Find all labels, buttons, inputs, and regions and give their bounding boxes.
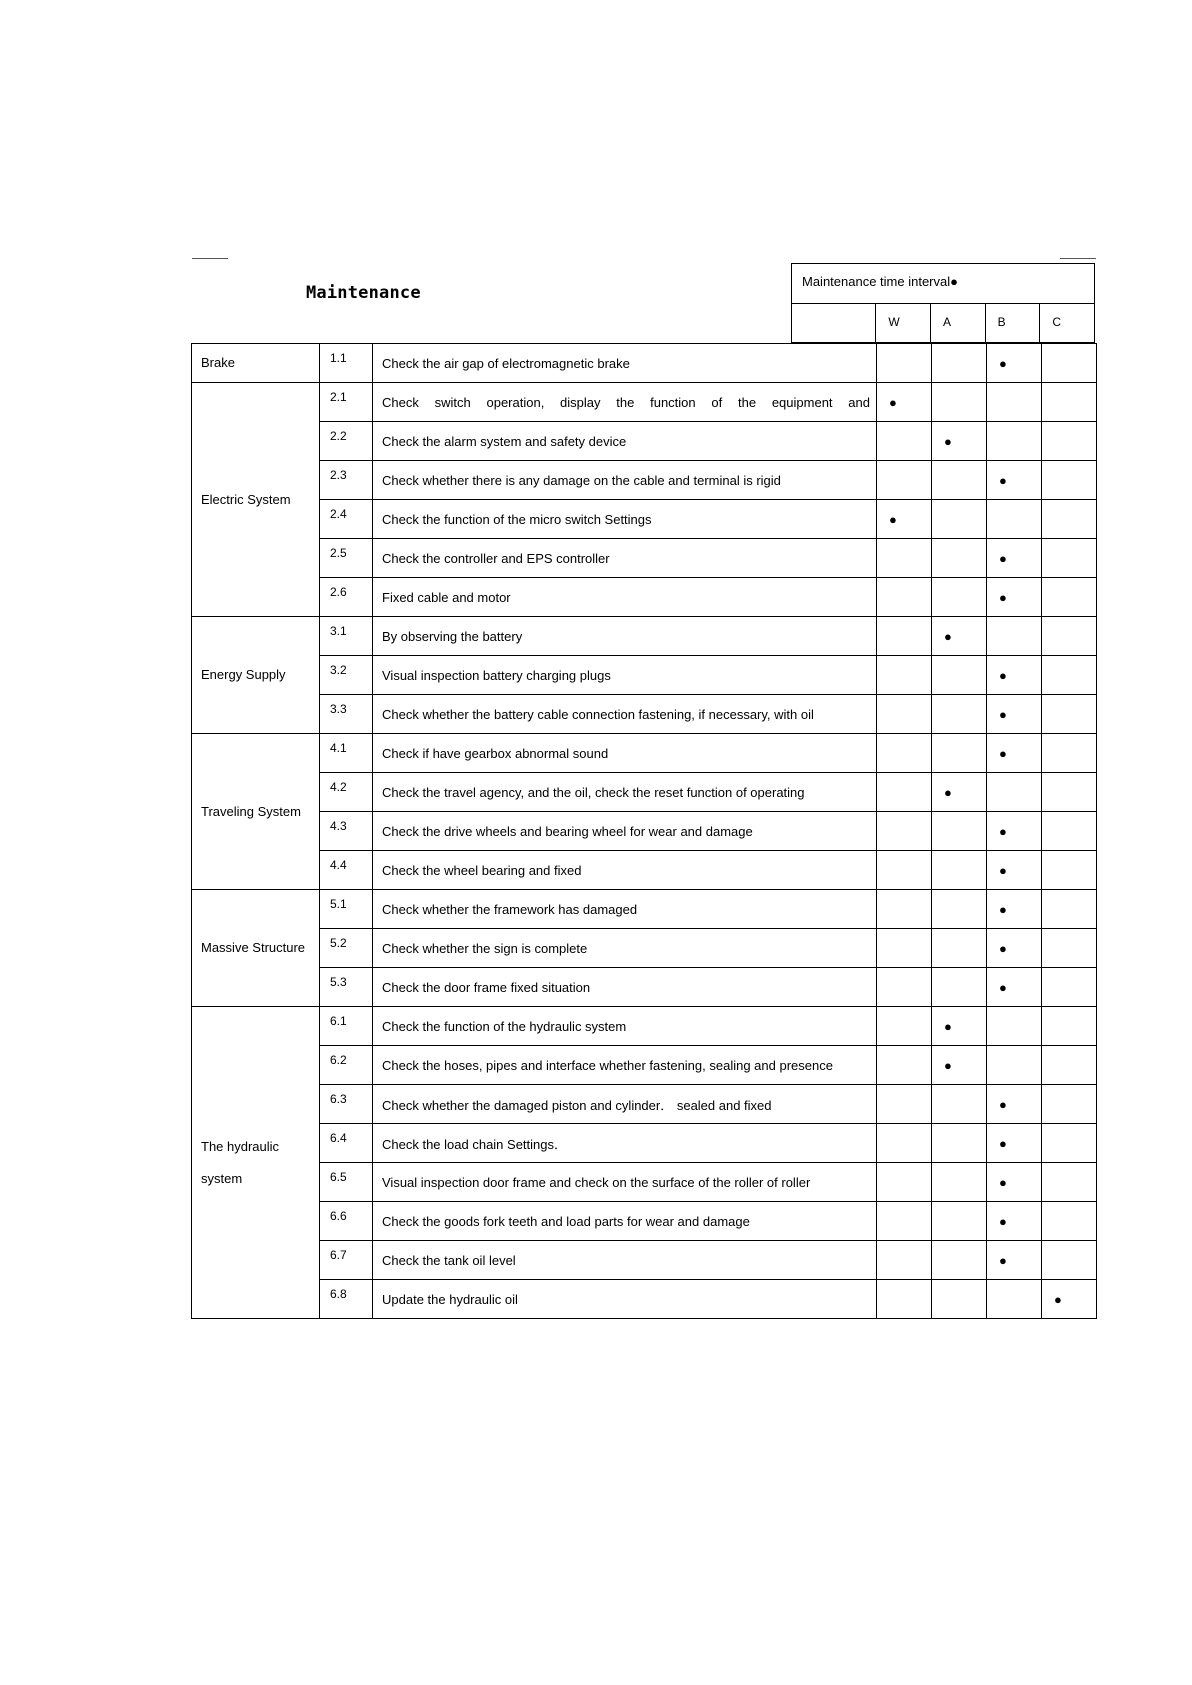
interval-cell-a bbox=[932, 578, 987, 617]
item-number: 2.1 bbox=[320, 383, 373, 422]
group-name: Traveling System bbox=[192, 734, 320, 890]
group-name: Massive Structure bbox=[192, 890, 320, 1007]
interval-cell-w bbox=[877, 929, 932, 968]
interval-cell-c bbox=[1042, 656, 1097, 695]
interval-cell-b: ● bbox=[987, 812, 1042, 851]
group-name: The hydraulic system bbox=[192, 1007, 320, 1319]
table-row bbox=[192, 656, 1097, 695]
item-description: Check the hoses, pipes and interface whether fastening, sealing and presence bbox=[373, 1046, 877, 1085]
item-description: Check the function of the micro switch Settings bbox=[373, 500, 877, 539]
item-description: Check whether the damaged piston and cylinder． sealed and fixed bbox=[373, 1085, 877, 1124]
interval-cell-a bbox=[932, 344, 987, 383]
interval-cell-c bbox=[1042, 461, 1097, 500]
item-number: 4.1 bbox=[320, 734, 373, 773]
item-description: Check the goods fork teeth and load parts for wear and damage bbox=[373, 1202, 877, 1241]
interval-cell-b: ● bbox=[987, 1163, 1042, 1202]
interval-cell-a: ● bbox=[932, 1046, 987, 1085]
page-title: Maintenance bbox=[306, 283, 421, 303]
interval-cell-c bbox=[1042, 1007, 1097, 1046]
table-row bbox=[192, 344, 1097, 383]
interval-cell-w bbox=[877, 812, 932, 851]
interval-cell-c: ● bbox=[1042, 1280, 1097, 1319]
table-row bbox=[192, 1124, 1097, 1163]
item-number: 2.5 bbox=[320, 539, 373, 578]
interval-cell-a bbox=[932, 656, 987, 695]
interval-cell-w bbox=[877, 1085, 932, 1124]
item-description: Check if have gearbox abnormal sound bbox=[373, 734, 877, 773]
interval-cell-a bbox=[932, 851, 987, 890]
interval-header-spacer bbox=[792, 304, 875, 343]
item-description: Check the alarm system and safety device bbox=[373, 422, 877, 461]
item-number: 6.1 bbox=[320, 1007, 373, 1046]
interval-cell-w bbox=[877, 539, 932, 578]
interval-cell-a bbox=[932, 539, 987, 578]
table-row bbox=[192, 851, 1097, 890]
interval-cell-b: ● bbox=[987, 1085, 1042, 1124]
interval-cell-b bbox=[987, 617, 1042, 656]
group-name: Energy Supply bbox=[192, 617, 320, 734]
interval-cell-c bbox=[1042, 1124, 1097, 1163]
interval-cell-w bbox=[877, 344, 932, 383]
interval-cell-a bbox=[932, 890, 987, 929]
interval-cell-b bbox=[987, 1007, 1042, 1046]
table-row bbox=[192, 890, 1097, 929]
interval-cell-a bbox=[932, 812, 987, 851]
table-row bbox=[192, 578, 1097, 617]
interval-cell-c bbox=[1042, 812, 1097, 851]
interval-cell-w bbox=[877, 1241, 932, 1280]
item-description: Visual inspection door frame and check on the surface of the roller of roller bbox=[373, 1163, 877, 1202]
interval-cell-a: ● bbox=[932, 1007, 987, 1046]
item-number: 2.4 bbox=[320, 500, 373, 539]
interval-column-headers bbox=[792, 304, 1094, 343]
interval-cell-b: ● bbox=[987, 1202, 1042, 1241]
interval-header-label: Maintenance time interval● bbox=[792, 264, 1094, 304]
table-row bbox=[192, 1202, 1097, 1241]
item-description: Check the door frame fixed situation bbox=[373, 968, 877, 1007]
interval-cell-b bbox=[987, 383, 1042, 422]
interval-cell-a bbox=[932, 1280, 987, 1319]
maintenance-table-body bbox=[192, 344, 1097, 1319]
interval-cell-c bbox=[1042, 773, 1097, 812]
interval-cell-w bbox=[877, 461, 932, 500]
interval-cell-b: ● bbox=[987, 539, 1042, 578]
interval-cell-b: ● bbox=[987, 890, 1042, 929]
group-name: Brake bbox=[192, 344, 320, 383]
interval-cell-w bbox=[877, 695, 932, 734]
interval-cell-c bbox=[1042, 695, 1097, 734]
interval-cell-c bbox=[1042, 422, 1097, 461]
interval-header-box bbox=[791, 263, 1095, 343]
item-description: Update the hydraulic oil bbox=[373, 1280, 877, 1319]
table-row bbox=[192, 500, 1097, 539]
interval-cell-b: ● bbox=[987, 968, 1042, 1007]
item-number: 6.4 bbox=[320, 1124, 373, 1163]
item-description: Check whether the sign is complete bbox=[373, 929, 877, 968]
interval-cell-w bbox=[877, 851, 932, 890]
interval-cell-b: ● bbox=[987, 344, 1042, 383]
interval-cell-b: ● bbox=[987, 695, 1042, 734]
interval-cell-a: ● bbox=[932, 422, 987, 461]
item-number: 3.2 bbox=[320, 656, 373, 695]
interval-cell-b: ● bbox=[987, 929, 1042, 968]
maintenance-table bbox=[191, 343, 1097, 1319]
item-number: 2.3 bbox=[320, 461, 373, 500]
interval-cell-w: ● bbox=[877, 383, 932, 422]
table-row bbox=[192, 773, 1097, 812]
interval-cell-w bbox=[877, 617, 932, 656]
interval-cell-w bbox=[877, 578, 932, 617]
interval-cell-w bbox=[877, 1124, 932, 1163]
interval-cell-b: ● bbox=[987, 578, 1042, 617]
interval-cell-w bbox=[877, 1163, 932, 1202]
table-row bbox=[192, 812, 1097, 851]
interval-cell-b bbox=[987, 422, 1042, 461]
item-description: Check switch operation, display the function of the equipment and bbox=[373, 383, 877, 422]
interval-cell-b bbox=[987, 1280, 1042, 1319]
interval-cell-w bbox=[877, 1046, 932, 1085]
interval-cell-a bbox=[932, 1202, 987, 1241]
table-row bbox=[192, 1007, 1097, 1046]
interval-cell-c bbox=[1042, 929, 1097, 968]
interval-cell-a bbox=[932, 929, 987, 968]
item-description: Fixed cable and motor bbox=[373, 578, 877, 617]
interval-cell-a bbox=[932, 1124, 987, 1163]
table-row bbox=[192, 461, 1097, 500]
item-number: 6.8 bbox=[320, 1280, 373, 1319]
item-description: Check the function of the hydraulic system bbox=[373, 1007, 877, 1046]
interval-cell-c bbox=[1042, 578, 1097, 617]
interval-cell-w bbox=[877, 890, 932, 929]
interval-cell-c bbox=[1042, 344, 1097, 383]
item-description: Check the tank oil level bbox=[373, 1241, 877, 1280]
interval-cell-w bbox=[877, 1280, 932, 1319]
item-number: 4.3 bbox=[320, 812, 373, 851]
item-description: Check the wheel bearing and fixed bbox=[373, 851, 877, 890]
corner-mark-right bbox=[1060, 258, 1096, 259]
interval-cell-c bbox=[1042, 539, 1097, 578]
interval-cell-b bbox=[987, 500, 1042, 539]
item-description: Check the air gap of electromagnetic brake bbox=[373, 344, 877, 383]
interval-cell-c bbox=[1042, 1163, 1097, 1202]
item-number: 1.1 bbox=[320, 344, 373, 383]
table-row bbox=[192, 968, 1097, 1007]
interval-cell-a bbox=[932, 1163, 987, 1202]
item-description: Check the load chain Settings． bbox=[373, 1124, 877, 1163]
interval-cell-c bbox=[1042, 1085, 1097, 1124]
item-number: 2.2 bbox=[320, 422, 373, 461]
item-number: 4.4 bbox=[320, 851, 373, 890]
table-row bbox=[192, 1046, 1097, 1085]
item-number: 5.2 bbox=[320, 929, 373, 968]
interval-cell-b: ● bbox=[987, 851, 1042, 890]
item-description: Check the travel agency, and the oil, check the reset function of operating bbox=[373, 773, 877, 812]
interval-cell-c bbox=[1042, 500, 1097, 539]
interval-cell-w bbox=[877, 734, 932, 773]
interval-cell-c bbox=[1042, 1202, 1097, 1241]
table-row bbox=[192, 929, 1097, 968]
interval-cell-b: ● bbox=[987, 656, 1042, 695]
interval-cell-c bbox=[1042, 383, 1097, 422]
item-number: 5.1 bbox=[320, 890, 373, 929]
interval-cell-a: ● bbox=[932, 617, 987, 656]
interval-cell-w: ● bbox=[877, 500, 932, 539]
item-number: 6.5 bbox=[320, 1163, 373, 1202]
interval-col-a: A bbox=[930, 304, 985, 343]
table-row bbox=[192, 1280, 1097, 1319]
item-number: 3.1 bbox=[320, 617, 373, 656]
interval-cell-b bbox=[987, 773, 1042, 812]
item-number: 6.2 bbox=[320, 1046, 373, 1085]
interval-cell-a bbox=[932, 383, 987, 422]
item-description: Check the controller and EPS controller bbox=[373, 539, 877, 578]
table-row bbox=[192, 1085, 1097, 1124]
item-description: Check whether the framework has damaged bbox=[373, 890, 877, 929]
corner-mark-left bbox=[192, 258, 228, 259]
item-description: Visual inspection battery charging plugs bbox=[373, 656, 877, 695]
interval-col-b: B bbox=[985, 304, 1040, 343]
interval-col-c: C bbox=[1039, 304, 1094, 343]
interval-cell-b bbox=[987, 1046, 1042, 1085]
item-number: 2.6 bbox=[320, 578, 373, 617]
item-number: 4.2 bbox=[320, 773, 373, 812]
item-description: Check the drive wheels and bearing wheel for wear and damage bbox=[373, 812, 877, 851]
item-description: Check whether the battery cable connection fastening, if necessary, with oil bbox=[373, 695, 877, 734]
interval-cell-c bbox=[1042, 968, 1097, 1007]
interval-cell-a bbox=[932, 500, 987, 539]
interval-cell-a bbox=[932, 1085, 987, 1124]
interval-cell-a: ● bbox=[932, 773, 987, 812]
interval-cell-c bbox=[1042, 617, 1097, 656]
interval-cell-b: ● bbox=[987, 1241, 1042, 1280]
item-number: 6.3 bbox=[320, 1085, 373, 1124]
table-row bbox=[192, 617, 1097, 656]
interval-cell-w bbox=[877, 656, 932, 695]
interval-cell-b: ● bbox=[987, 734, 1042, 773]
interval-cell-c bbox=[1042, 890, 1097, 929]
interval-cell-b: ● bbox=[987, 1124, 1042, 1163]
interval-cell-c bbox=[1042, 1046, 1097, 1085]
interval-cell-c bbox=[1042, 851, 1097, 890]
group-name: Electric System bbox=[192, 383, 320, 617]
interval-cell-w bbox=[877, 422, 932, 461]
item-number: 6.6 bbox=[320, 1202, 373, 1241]
interval-col-w: W bbox=[875, 304, 930, 343]
table-row bbox=[192, 422, 1097, 461]
interval-cell-a bbox=[932, 461, 987, 500]
item-number: 3.3 bbox=[320, 695, 373, 734]
table-row bbox=[192, 695, 1097, 734]
interval-cell-w bbox=[877, 968, 932, 1007]
item-description: By observing the battery bbox=[373, 617, 877, 656]
item-number: 6.7 bbox=[320, 1241, 373, 1280]
interval-cell-c bbox=[1042, 734, 1097, 773]
interval-cell-w bbox=[877, 1007, 932, 1046]
interval-cell-a bbox=[932, 734, 987, 773]
item-description: Check whether there is any damage on the cable and terminal is rigid bbox=[373, 461, 877, 500]
interval-cell-c bbox=[1042, 1241, 1097, 1280]
table-row bbox=[192, 383, 1097, 422]
table-row bbox=[192, 734, 1097, 773]
interval-cell-w bbox=[877, 773, 932, 812]
table-row bbox=[192, 1163, 1097, 1202]
interval-cell-a bbox=[932, 968, 987, 1007]
item-number: 5.3 bbox=[320, 968, 373, 1007]
interval-cell-b: ● bbox=[987, 461, 1042, 500]
interval-cell-a bbox=[932, 1241, 987, 1280]
table-row bbox=[192, 1241, 1097, 1280]
interval-cell-a bbox=[932, 695, 987, 734]
table-row bbox=[192, 539, 1097, 578]
interval-cell-w bbox=[877, 1202, 932, 1241]
